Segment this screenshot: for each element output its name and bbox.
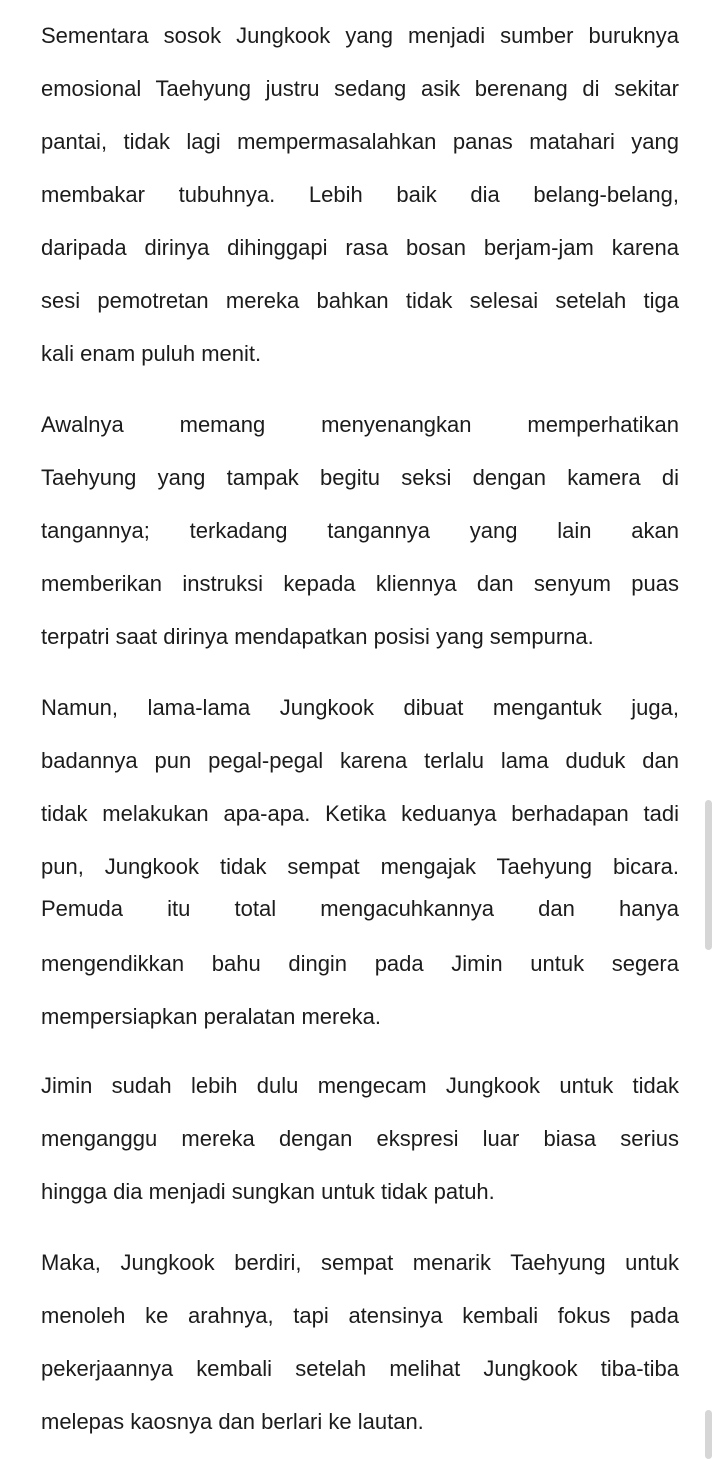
text-line: melepas kaosnya dan berlari ke lautan. <box>41 1409 424 1434</box>
text-line: terpatri saat dirinya mendapatkan posisi yang sempurna. <box>41 624 594 649</box>
text-line: emosional Taehyung justru sedang asik berenang di sekitar <box>41 76 679 101</box>
text-line: Pemuda itu total mengacuhkannya dan hanya <box>41 896 679 921</box>
text-line: membakar tubuhnya. Lebih baik dia belang-belang, <box>41 182 679 207</box>
text-line: memberikan instruksi kepada kliennya dan senyum puas <box>41 571 679 596</box>
text-line: Jimin sudah lebih dulu mengecam Jungkook untuk tidak <box>41 1073 679 1098</box>
text-line: Sementara sosok Jungkook yang menjadi sumber buruknya <box>41 23 679 48</box>
text-line: hingga dia menjadi sungkan untuk tidak patuh. <box>41 1179 495 1204</box>
text-line: pekerjaannya kembali setelah melihat Jungkook tiba-tiba <box>41 1356 679 1381</box>
text-line: mempersiapkan peralatan mereka. <box>41 1004 381 1029</box>
text-line: Maka, Jungkook berdiri, sempat menarik Taehyung untuk <box>41 1250 679 1275</box>
text-line: Namun, lama-lama Jungkook dibuat mengantuk juga, <box>41 695 679 720</box>
text-line: menganggu mereka dengan ekspresi luar biasa serius <box>41 1126 679 1151</box>
text-line: pantai, tidak lagi mempermasalahkan panas matahari yang <box>41 129 679 154</box>
text-line: daripada dirinya dihinggapi rasa bosan berjam-jam karena <box>41 235 679 260</box>
text-line: mengendikkan bahu dingin pada Jimin untuk segera <box>41 951 679 976</box>
text-line: Awalnya memang menyenangkan memperhatikan <box>41 412 679 437</box>
scrollbar-thumb-secondary[interactable] <box>705 1410 712 1459</box>
text-line: badannya pun pegal-pegal karena terlalu lama duduk dan <box>41 748 679 773</box>
text-line: pun, Jungkook tidak sempat mengajak Taehyung bicara. <box>41 854 679 879</box>
text-line: kali enam puluh menit. <box>41 341 262 366</box>
scrollbar-thumb[interactable] <box>705 800 712 950</box>
text-line: tidak melakukan apa-apa. Ketika keduanya berhadapan tadi <box>41 801 679 826</box>
text-line: sesi pemotretan mereka bahkan tidak selesai setelah tiga <box>41 288 679 313</box>
text-line: tangannya; terkadang tangannya yang lain akan <box>41 518 679 543</box>
text-line: Taehyung yang tampak begitu seksi dengan kamera di <box>41 465 679 490</box>
text-line: menoleh ke arahnya, tapi atensinya kembali fokus pada <box>41 1303 679 1328</box>
